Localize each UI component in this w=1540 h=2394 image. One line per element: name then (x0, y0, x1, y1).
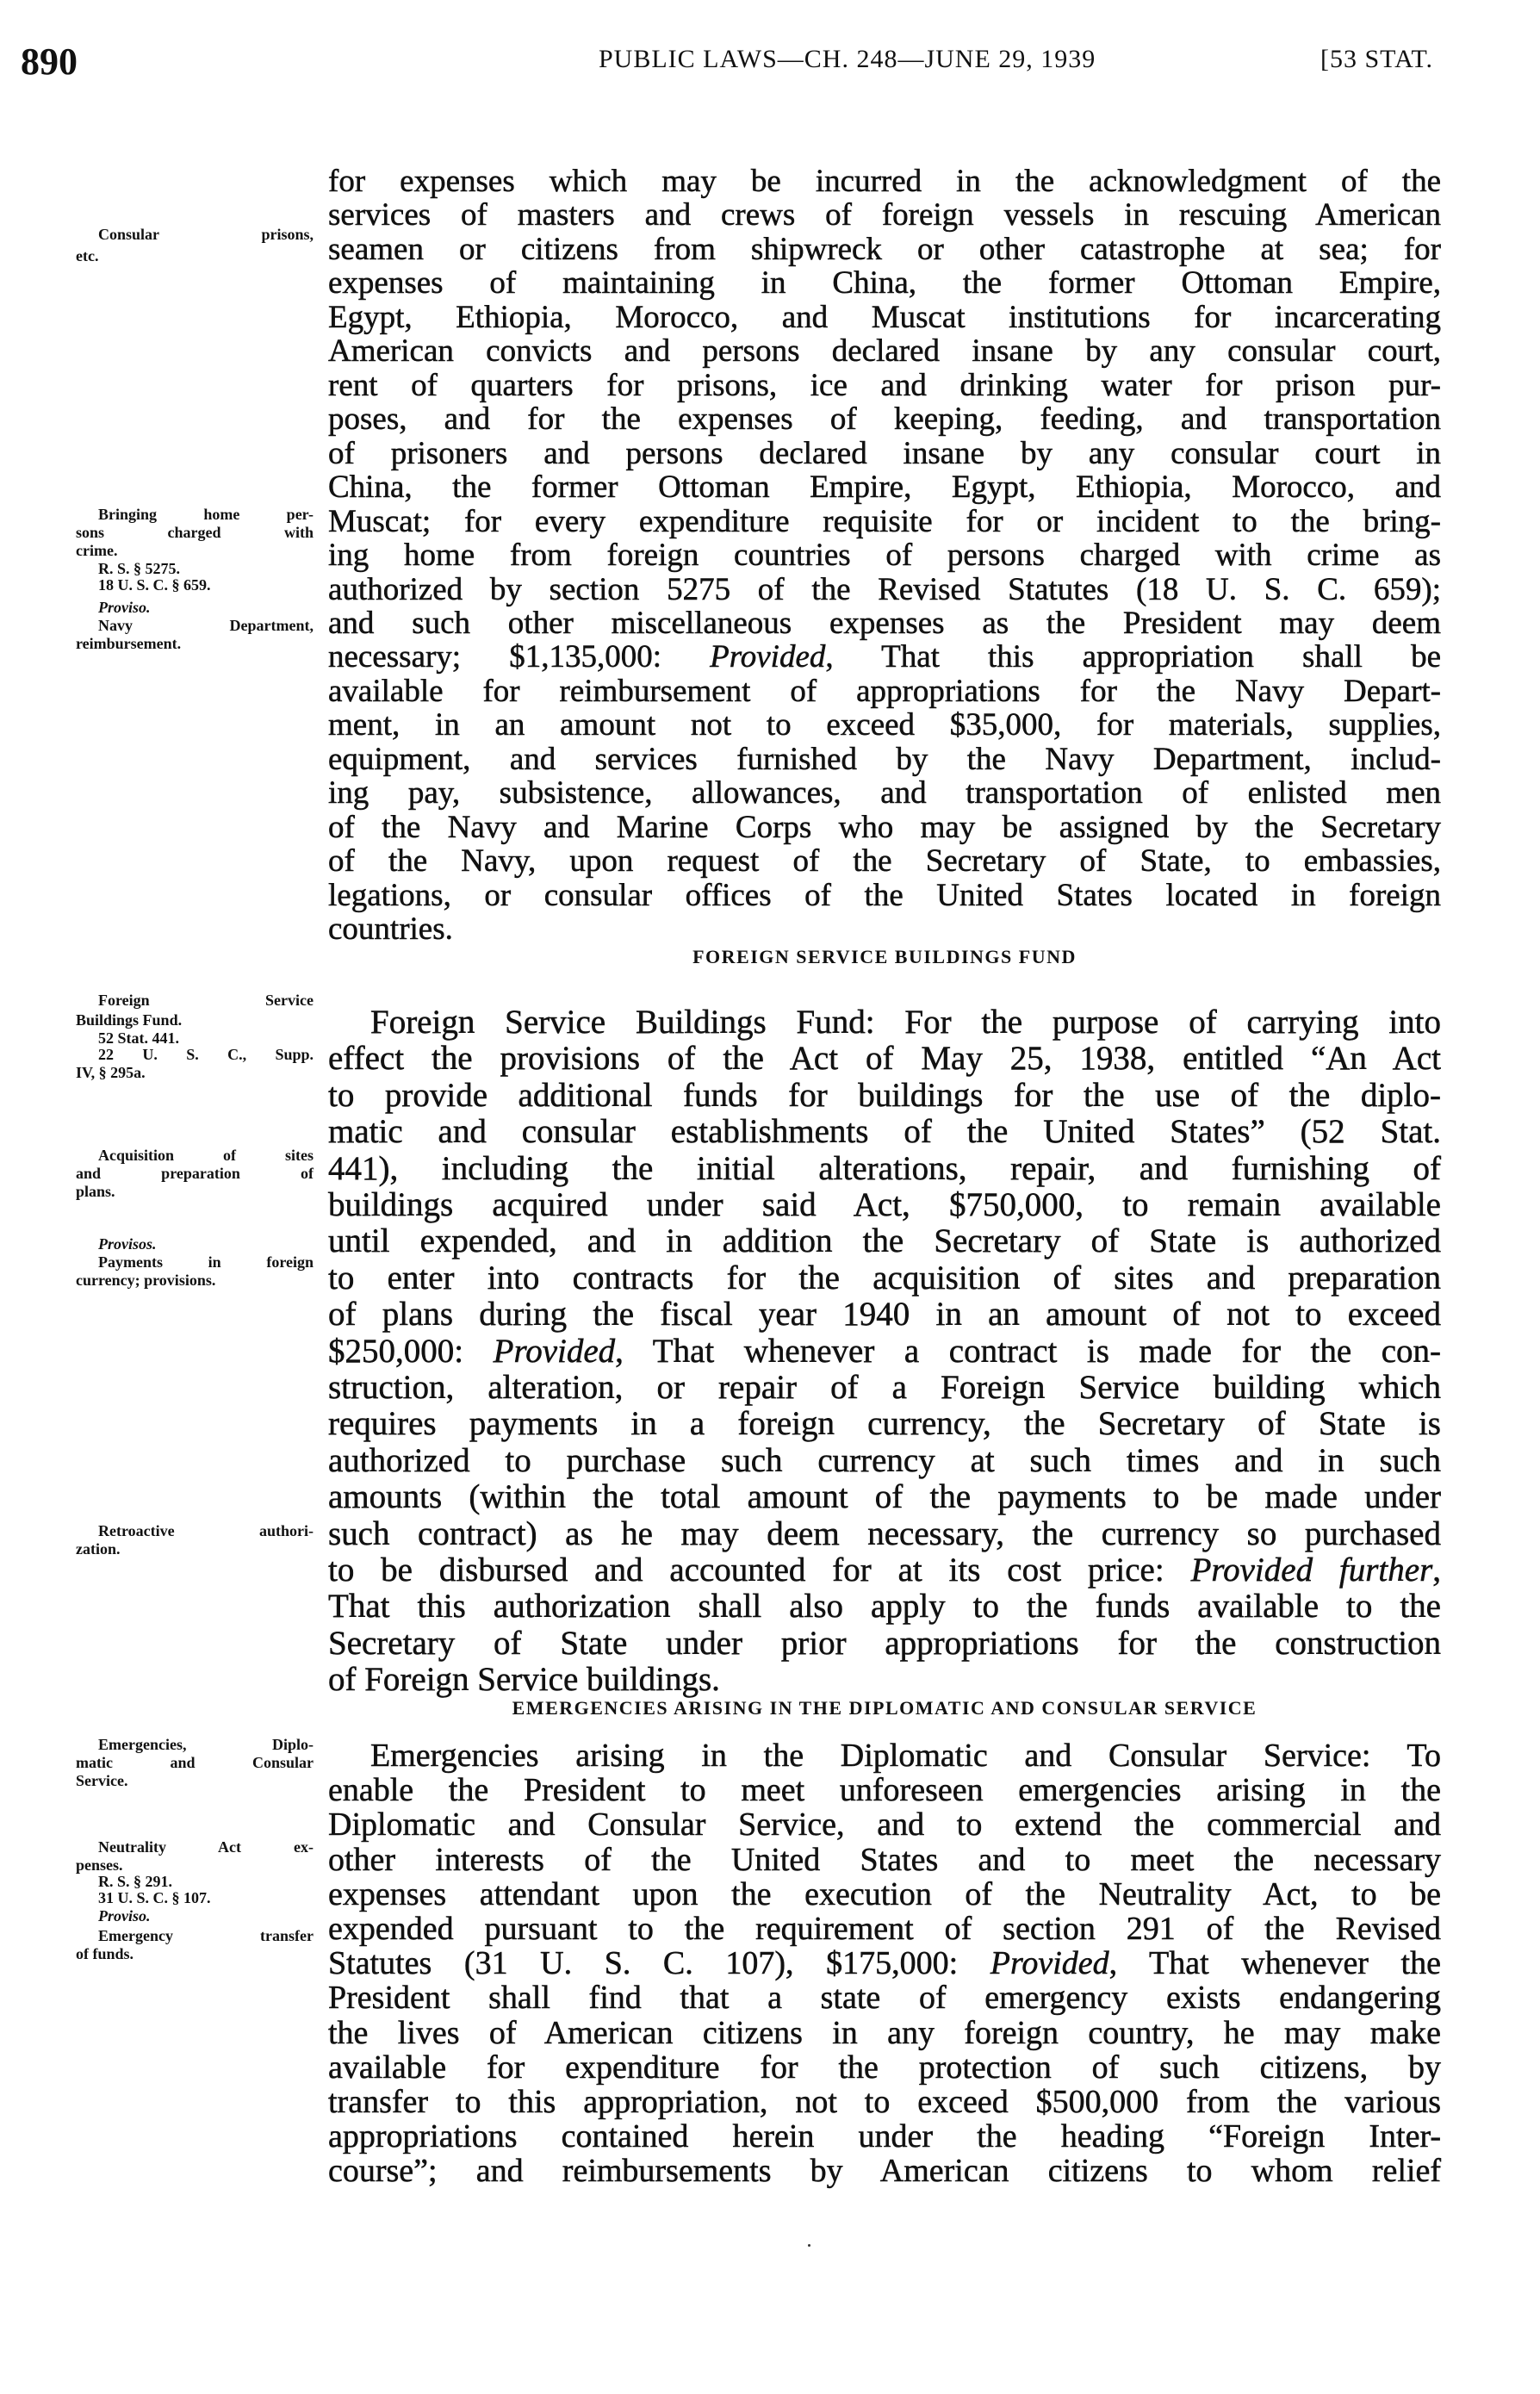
text-line: Foreign Service Buildings Fund: For the purpose of carrying into (370, 1004, 1441, 1041)
margin-note-line: of funds. (76, 1945, 134, 1962)
text-line: the lives of American citizens in any foreign country, he may make (328, 2014, 1441, 2051)
margin-note-line: sons charged with (76, 524, 314, 541)
text-segment: to be disbursed and accounted for at its cost price: (328, 1551, 1191, 1589)
text-segment: , (1432, 1551, 1442, 1589)
text-line: services of masters and crews of foreign vessels in rescuing American (328, 197, 1441, 233)
text-line: poses, and for the expenses of keeping, feeding, and transportation (328, 401, 1441, 438)
text-line: seamen or citizens from shipwreck or other catastrophe at sea; for (328, 231, 1441, 267)
text-line: 441), including the initial alterations, repair, and furnishing of (328, 1149, 1441, 1187)
margin-note-line: matic and Consular (76, 1754, 314, 1771)
text-line: and such other miscellaneous expenses as the President may deem (328, 605, 1441, 641)
margin-note-line: R. S. § 5275. (98, 560, 181, 577)
text-line: Egypt, Ethiopia, Morocco, and Muscat institutions for incarcerating (328, 299, 1441, 335)
text-line: That this authorization shall also apply to the funds available to the (328, 1588, 1441, 1626)
margin-note-line: 31 U. S. C. § 107. (98, 1889, 211, 1906)
text-line: of prisoners and persons declared insane by any consular court in (328, 435, 1441, 471)
margin-note-line: 52 Stat. 441. (98, 1029, 179, 1047)
text-line: requires payments in a foreign currency, the Secretary of State is (328, 1405, 1441, 1443)
margin-note-line (98, 599, 314, 616)
text-line: American convicts and persons declared insane by any consular court, (328, 333, 1441, 370)
text-line: Muscat; for every expenditure requisite for or incident to the bring- (328, 503, 1441, 539)
margin-note-line: Acquisition of sites (98, 1147, 314, 1164)
margin-note-line: crime. (76, 542, 118, 559)
margin-note-line: Navy Department, (98, 617, 314, 634)
text-line: other interests of the United States and to meet the necessary (328, 1841, 1441, 1878)
text-line: available for expenditure for the protection of such citizens, by (328, 2049, 1441, 2086)
text-line: rent of quarters for prisons, ice and drinking water for prison pur- (328, 367, 1441, 403)
text-line: of the Navy, upon request of the Secretary of State, to embassies, (328, 843, 1441, 880)
text-line: countries. (328, 911, 453, 948)
margin-note-line: Payments in foreign (98, 1253, 314, 1271)
margin-note-line: 18 U. S. C. § 659. (98, 576, 211, 594)
text-line: such contract) as he may deem necessary, the currency so purchased (328, 1514, 1441, 1552)
margin-note-line: currency; provisions. (76, 1272, 216, 1289)
print-speck (808, 2244, 810, 2247)
text-line: of plans during the fiscal year 1940 in an amount of not to exceed (328, 1296, 1441, 1334)
margin-note-line: and preparation of (76, 1165, 314, 1182)
text-line (328, 1552, 1441, 1589)
section-heading-emergencies: EMERGENCIES ARISING IN THE DIPLOMATIC AND CONSULAR SERVICE (512, 1697, 1257, 1719)
text-line (328, 640, 1441, 675)
italic-term: Provided (990, 1945, 1109, 1982)
text-line: expended pursuant to the requirement of section 291 of the Revised (328, 1911, 1441, 1947)
margin-note-line: Emergency transfer (98, 1927, 314, 1944)
text-line: equipment, and services furnished by the Navy Department, includ- (328, 741, 1441, 777)
text-line: Secretary of State under prior appropriations for the construction (328, 1624, 1441, 1662)
margin-note-line: penses. (76, 1856, 123, 1874)
text-line: of the Navy and Marine Corps who may be assigned by the Secretary (328, 809, 1441, 845)
margin-note-line: Foreign Service (98, 992, 314, 1009)
text-line: Emergencies arising in the Diplomatic and Consular Service: To (370, 1738, 1441, 1774)
running-title: PUBLIC LAWS—CH. 248—JUNE 29, 1939 (599, 45, 1096, 73)
text-line (328, 1946, 1441, 1980)
margin-note-line: Retroactive authori- (98, 1522, 314, 1539)
text-line: amounts (within the total amount of the payments to be made under (328, 1478, 1441, 1516)
text-line: China, the former Ottoman Empire, Egypt, Ethiopia, Morocco, and (328, 469, 1441, 506)
text-line: ment, in an amount not to exceed $35,000, for materials, supplies, (328, 707, 1441, 743)
text-line: matic and consular establishments of the United States” (52 Stat. (328, 1113, 1441, 1151)
text-line: available for reimbursement of appropriations for the Navy Depart- (328, 673, 1441, 709)
text-line: to enter into contracts for the acquisition of sites and preparation (328, 1259, 1441, 1296)
margin-note-line: Neutrality Act ex- (98, 1838, 314, 1856)
text-line: authorized to purchase such currency at such times and in such (328, 1441, 1441, 1479)
italic-term: Proviso. (98, 1907, 151, 1925)
italic-term: Provided further (1190, 1551, 1433, 1589)
margin-note-line (98, 1907, 314, 1925)
text-line: President shall find that a state of emergency exists endangering (328, 1980, 1441, 2017)
margin-note-line: Bringing home per- (98, 506, 314, 523)
text-line: enable the President to meet unforeseen emergencies arising in the (328, 1772, 1441, 1809)
italic-term: Provided (710, 639, 826, 675)
margin-note-line: reimbursement. (76, 635, 182, 652)
text-segment: , That this appropriation shall be (825, 639, 1441, 675)
text-line: buildings acquired under said Act, $750,000, to remain available (328, 1186, 1441, 1223)
text-line (328, 1334, 1441, 1370)
text-line: ing home from foreign countries of persons charged with crime as (328, 538, 1441, 574)
margin-note-line: IV, § 295a. (76, 1064, 146, 1081)
margin-note-line: R. S. § 291. (98, 1873, 173, 1890)
text-line: Diplomatic and Consular Service, and to extend the commercial and (328, 1806, 1441, 1844)
margin-note-line: plans. (76, 1183, 115, 1200)
text-segment: , That whenever a contract is made for the con- (615, 1332, 1441, 1370)
italic-term: Provisos. (98, 1235, 157, 1253)
text-line: expenses of maintaining in China, the former Ottoman Empire, (328, 265, 1441, 302)
text-line: for expenses which may be incurred in the acknowledgment of the (328, 164, 1441, 199)
margin-note-line: zation. (76, 1540, 121, 1558)
text-line: ing pay, subsistence, allowances, and transportation of enlisted men (328, 775, 1441, 811)
text-segment: Statutes (31 U. S. C. 107), $175,000: (328, 1945, 990, 1982)
margin-note-line: Service. (76, 1772, 128, 1789)
text-line: course”; and reimbursements by American citizens to whom relief (328, 2153, 1441, 2190)
volume-reference: [53 STAT. (1320, 45, 1434, 73)
text-line: transfer to this appropriation, not to exceed $500,000 from the various (328, 2084, 1441, 2120)
text-line: to provide additional funds for buildings for the use of the diplo- (328, 1076, 1441, 1114)
margin-note-line: etc. (76, 247, 99, 264)
text-line: until expended, and in addition the Secretary of State is authorized (328, 1222, 1441, 1260)
text-line: appropriations contained herein under the heading “Foreign Inter- (328, 2118, 1441, 2155)
text-line: struction, alteration, or repair of a Foreign Service building which (328, 1369, 1441, 1406)
page-number: 890 (21, 40, 78, 83)
margin-note-line: Emergencies, Diplo- (98, 1736, 314, 1753)
text-line: effect the provisions of the Act of May 25, 1938, entitled “An Act (328, 1040, 1441, 1078)
text-line: expenses attendant upon the execution of the Neutrality Act, to be (328, 1875, 1441, 1912)
text-line: authorized by section 5275 of the Revised Statutes (18 U. S. C. 659); (328, 571, 1441, 607)
text-line: legations, or consular offices of the United States located in foreign (328, 877, 1441, 913)
margin-note-line: Consular prisons, (98, 226, 314, 243)
margin-note-line: Buildings Fund. (76, 1011, 183, 1029)
text-segment: necessary; $1,135,000: (328, 639, 711, 675)
text-line: of Foreign Service buildings. (328, 1661, 720, 1699)
text-segment: $250,000: (328, 1332, 494, 1370)
italic-term: Proviso. (98, 599, 151, 616)
margin-note-line: 22 U. S. C., Supp. (98, 1046, 314, 1063)
section-heading-buildings-fund: FOREIGN SERVICE BUILDINGS FUND (692, 946, 1077, 967)
text-segment: , That whenever the (1108, 1945, 1441, 1982)
margin-note-line (98, 1235, 314, 1253)
italic-term: Provided (493, 1332, 616, 1370)
